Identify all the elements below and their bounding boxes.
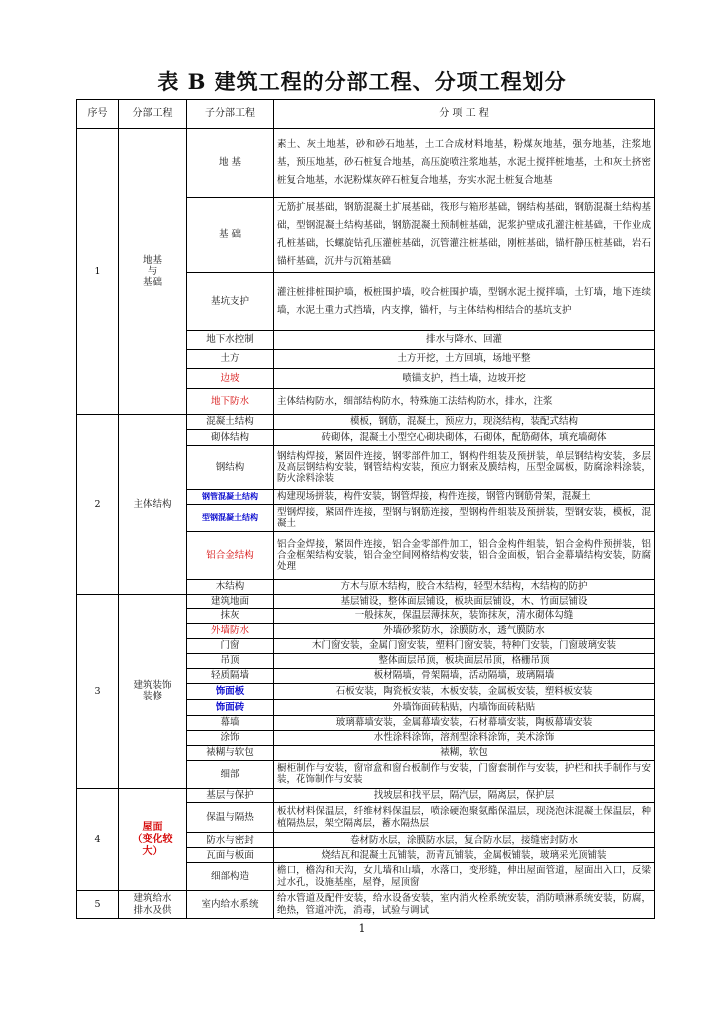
items-cell: 灌注桩排桩围护墙，板桩围护墙，咬合桩围护墙，型钢水泥土搅拌墙，土钉墙，地下连续墙，水泥土重力式挡墙，内支撑，锚杆，与主体结构相结合的基坑支护 [274,273,655,331]
items-cell: 橱柜制作与安装，窗帘盒和窗台板制作与安装，门窗套制作与安装，护栏和扶手制作与安装，花饰制作与安装 [274,760,655,788]
subdivision-cell: 瓦面与板面 [187,848,274,863]
subdivision-cell: 幕墙 [187,715,274,730]
subdivision-cell: 饰面砖 [187,699,274,715]
table-row [77,594,655,608]
header-division: 分部工程 [119,100,187,129]
items-cell: 外墙饰面砖粘贴，内墙饰面砖粘贴 [274,699,655,715]
subdivision-cell: 土方 [187,350,274,369]
subdivision-cell: 细部构造 [187,863,274,891]
subdivision-cell: 保温与隔热 [187,803,274,833]
subdivision-cell: 基层与保护 [187,788,274,802]
subdivision-cell: 防水与密封 [187,833,274,848]
subdivision-cell: 钢管混凝土结构 [187,490,274,505]
items-cell: 玻璃幕墙安装，金属幕墙安装，石材幕墙安装，陶板幕墙安装 [274,715,655,730]
items-cell: 找坡层和找平层，隔汽层，隔离层，保护层 [274,788,655,802]
items-cell: 外墙砂浆防水，涂膜防水，透气膜防水 [274,623,655,638]
items-cell: 构建现场拼装，构件安装，钢管焊接，构件连接，钢管内钢筋骨架，混凝土 [274,490,655,505]
items-cell: 型钢焊接，紧固件连接，型钢与钢筋连接，型钢构件组装及预拼装，型钢安装，模板，混凝土 [274,505,655,532]
items-cell: 喷锚支护，挡土墙，边坡开挖 [274,369,655,389]
subdivision-cell: 建筑地面 [187,594,274,608]
items-cell: 模板，钢筋，混凝土，预应力，现浇结构，装配式结构 [274,415,655,430]
items-cell: 铝合金焊接，紧固件连接，铝合金零部件加工，铝合金构件组装，铝合金构件预拼装，铝合金框架结构安装，铝合金空间网格结构安装，铝合金面板，铝合金幕墙结构安装，防腐处理 [274,532,655,580]
items-cell: 烧结瓦和混凝土瓦铺装，沥青瓦铺装，金属板铺装，玻璃采光顶铺装 [274,848,655,863]
subdivision-cell: 外墙防水 [187,623,274,638]
table-row [77,788,655,802]
items-cell: 主体结构防水，细部结构防水，特殊施工法结构防水，排水，注浆 [274,389,655,415]
section-seq: 1 [77,129,119,415]
subdivision-cell: 细部 [187,760,274,788]
items-cell: 板材隔墙，骨架隔墙，活动隔墙，玻璃隔墙 [274,668,655,683]
subdivision-cell: 砌体结构 [187,430,274,446]
items-cell: 石板安装，陶瓷板安装，木板安装，金属板安装，塑料板安装 [274,683,655,699]
items-cell: 水性涂料涂饰，溶剂型涂料涂饰，美术涂饰 [274,730,655,745]
subdivision-cell: 涂饰 [187,730,274,745]
subdivision-cell: 铝合金结构 [187,532,274,580]
table-row [77,891,655,919]
section-seq: 2 [77,415,119,594]
header-subdivision: 子分部工程 [187,100,274,129]
items-cell: 砖砌体，混凝土小型空心砌块砌体，石砌体，配筋砌体，填充墙砌体 [274,430,655,446]
section-seq: 4 [77,788,119,890]
subdivision-cell: 基坑支护 [187,273,274,331]
page-number: 1 [358,922,366,935]
items-cell: 檐口，檐沟和天沟，女儿墙和山墙，水落口，变形缝，伸出屋面管道，屋面出入口，反梁过水孔，设施基座，屋脊，屋顶窗 [274,863,655,891]
subdivision-cell: 混凝土结构 [187,415,274,430]
subdivision-cell: 轻质隔墙 [187,668,274,683]
section-seq: 3 [77,594,119,788]
items-cell: 板状材料保温层，纤维材料保温层，喷涂硬泡聚氨酯保温层，现浇泡沫混凝土保温层，种植隔热层，架空隔离层，蓄水隔热层 [274,803,655,833]
table-header-row [77,100,655,129]
items-cell: 排水与降水、回灌 [274,331,655,350]
section-division: 建筑装饰 装修 [119,594,187,788]
section-division: 地基 与 基础 [119,129,187,415]
items-cell: 裱糊，软包 [274,745,655,760]
subdivision-cell: 地下防水 [187,389,274,415]
items-cell: 基层铺设，整体面层铺设，板块面层铺设，木、竹面层铺设 [274,594,655,608]
table-row [77,415,655,430]
items-cell: 土方开挖，土方回填，场地平整 [274,350,655,369]
section-division: 建筑给水 排水及供 [119,891,187,919]
items-cell: 整体面层吊顶，板块面层吊顶，格栅吊顶 [274,653,655,668]
section-division: 屋面 （变化较 大） [119,788,187,890]
items-cell: 给水管道及配件安装，给水设备安装，室内消火栓系统安装，消防喷淋系统安装，防腐，绝热，管道冲洗，消毒，试验与调试 [274,891,655,919]
subdivision-cell: 型钢混凝土结构 [187,505,274,532]
subdivision-cell: 基 础 [187,198,274,273]
header-items: 分 项 工 程 [274,100,655,129]
section-division: 主体结构 [119,415,187,594]
table-row [77,129,655,198]
subdivision-cell: 室内给水系统 [187,891,274,919]
items-cell: 木门窗安装，金属门窗安装，塑料门窗安装，特种门安装，门窗玻璃安装 [274,638,655,653]
header-seq: 序号 [77,100,119,129]
section-seq: 5 [77,891,119,919]
items-cell: 方木与原木结构，胶合木结构，轻型木结构，木结构的防护 [274,580,655,594]
subdivision-cell: 边坡 [187,369,274,389]
items-cell: 无筋扩展基础，钢筋混凝土扩展基础，筏形与箱形基础，钢结构基础，钢筋混凝土结构基础，型钢混凝土结构基础，钢筋混凝土预制桩基础，泥浆护壁成孔灌注桩基础，干作业成孔桩基础，长螺旋钻孔压灌桩基础，沉管灌注桩基础，刚桩基础，锚杆静压桩基础，岩石锚杆基础，沉井与沉箱基础 [274,198,655,273]
subdivision-cell: 地 基 [187,129,274,198]
division-table [76,99,655,919]
subdivision-cell: 钢结构 [187,446,274,490]
items-cell: 一般抹灰，保温层薄抹灰，装饰抹灰，清水砌体勾缝 [274,608,655,623]
items-cell: 素土、灰土地基，砂和砂石地基，土工合成材料地基，粉煤灰地基，强夯地基，注浆地基，预压地基，砂石桩复合地基，高压旋喷注浆地基，水泥土搅拌桩地基，土和灰土挤密桩复合地基，水泥粉煤灰碎石桩复合地基，夯实水泥土桩复合地基 [274,129,655,198]
subdivision-cell: 吊顶 [187,653,274,668]
subdivision-cell: 抹灰 [187,608,274,623]
items-cell: 卷材防水层，涂膜防水层，复合防水层，接缝密封防水 [274,833,655,848]
subdivision-cell: 地下水控制 [187,331,274,350]
page-title: 表 B 建筑工程的分部工程、分项工程划分 [157,69,567,94]
subdivision-cell: 裱糊与软包 [187,745,274,760]
items-cell: 钢结构焊接，紧固件连接，钢零部件加工，钢构件组装及预拼装，单层钢结构安装，多层及高层钢结构安装，钢管结构安装，预应力钢索及膜结构，压型金属板，防腐涂料涂装，防火涂料涂装 [274,446,655,490]
subdivision-cell: 饰面板 [187,683,274,699]
subdivision-cell: 木结构 [187,580,274,594]
subdivision-cell: 门窗 [187,638,274,653]
